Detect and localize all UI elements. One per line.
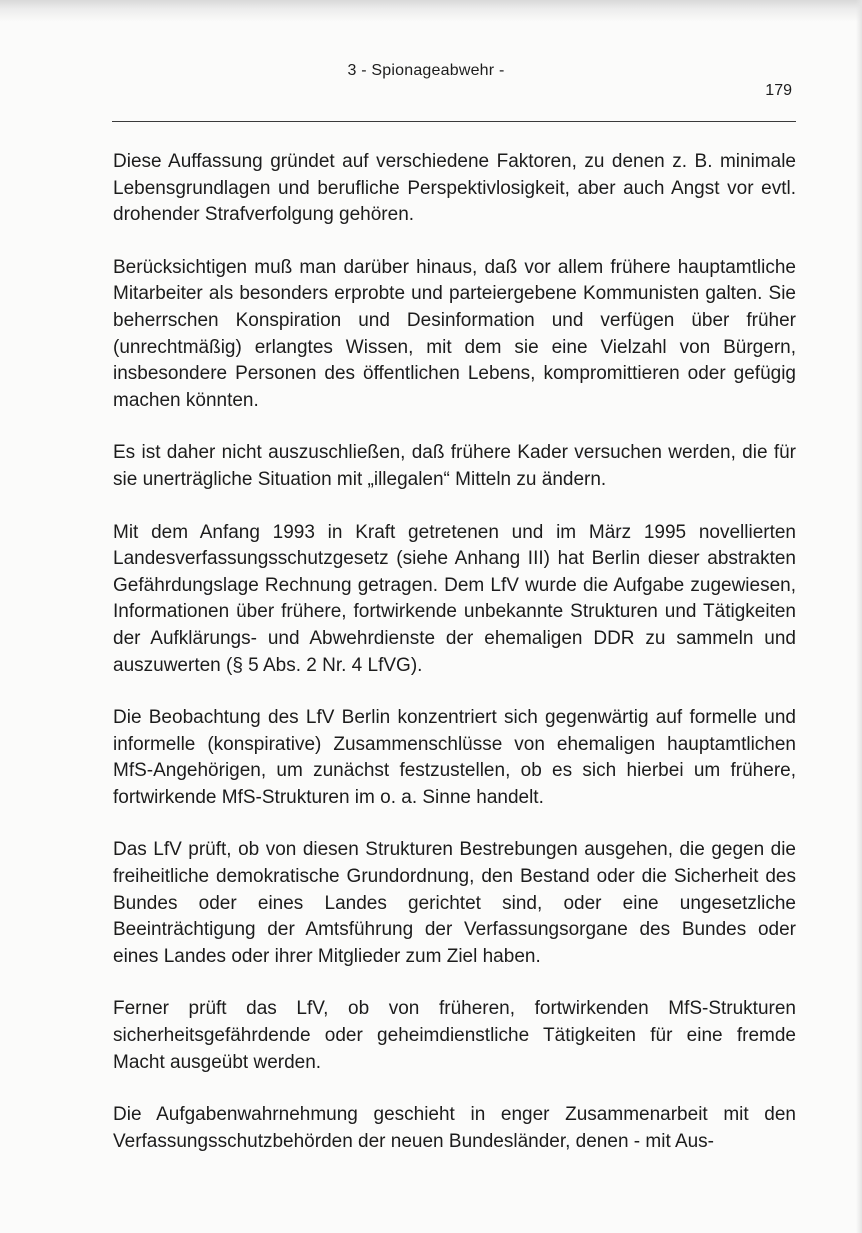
running-head	[0, 62, 862, 80]
paragraph: Die Aufgabenwahrnehmung geschieht in enger Zusammenarbeit mit den Verfassungsschutzbehörden der neuen Bundesländer, denen - mit Aus-	[113, 1104, 796, 1152]
paragraph: Berücksichtigen muß man darüber hinaus, daß vor allem frühere hauptamtliche Mitarbeiter als besonders erprobte und parteiergebene Kommunisten galten. Sie beherrschen Konspiration und Desinformation und verfügen über früher (unrechtmäßig) erlangtes Wissen, mit dem sie eine Vielzahl von Bürgern, insbesondere Personen des öffentlichen Lebens, kompromittieren oder gefügig machen könnten.	[113, 256, 796, 411]
paragraph: Die Beobachtung des LfV Berlin konzentriert sich gegenwärtig auf formelle und informelle (konspirative) Zusammenschlüsse von ehemaligen hauptamtlichen MfS-Angehörigen, um zunächst festzustellen, ob es sich hierbei um frühere, fortwirkende MfS-Strukturen im o. a. Sinne handelt.	[113, 707, 796, 808]
page-number: 179	[765, 82, 792, 99]
paragraph: Das LfV prüft, ob von diesen Strukturen Bestrebungen ausgehen, die gegen die freiheitliche demokratische Grundordnung, den Bestand oder die Sicherheit des Bundes oder eines Landes gerichtet sind, oder eine ungesetzliche Beeinträchtigung der Amtsführung der Verfassungsorgane des Bundes oder eines Landes oder ihrer Mitglieder zum Ziel haben.	[113, 839, 796, 967]
paragraph: Es ist daher nicht auszuschließen, daß frühere Kader versuchen werden, die für sie unerträgliche Situation mit „illegalen“ Mitteln zu ändern.	[113, 442, 796, 490]
paragraph: Ferner prüft das LfV, ob von früheren, fortwirkenden MfS-Strukturen sicherheitsgefährdende oder geheimdienstliche Tätigkeiten für eine fremde Macht ausgeübt werden.	[113, 998, 796, 1073]
paragraph: Diese Auffassung gründet auf verschiedene Faktoren, zu denen z. B. minimale Lebensgrundlagen und berufliche Perspektivlosigkeit, aber auch Angst vor evtl. drohender Strafverfolgung gehören.	[113, 151, 796, 226]
scan-edge-shadow-right	[856, 0, 862, 1233]
scan-edge-shadow	[0, 0, 862, 22]
body-text	[113, 149, 796, 1181]
running-head-label: 3 - Spionageabwehr -	[347, 62, 505, 79]
paragraph: Mit dem Anfang 1993 in Kraft getretenen und im März 1995 novellierten Landesverfassungsschutzgesetz (siehe Anhang III) hat Berlin dieser abstrakten Gefährdungslage Rechnung getragen. Dem LfV wurde die Aufgabe zugewiesen, Informationen über frühere, fortwirkende unbekannte Strukturen und Tätigkeiten der Aufklärungs- und Abwehrdienste der ehemaligen DDR zu sammeln und auszuwerten (§ 5 Abs. 2 Nr. 4 LfVG).	[113, 521, 796, 676]
header-divider	[112, 121, 796, 122]
